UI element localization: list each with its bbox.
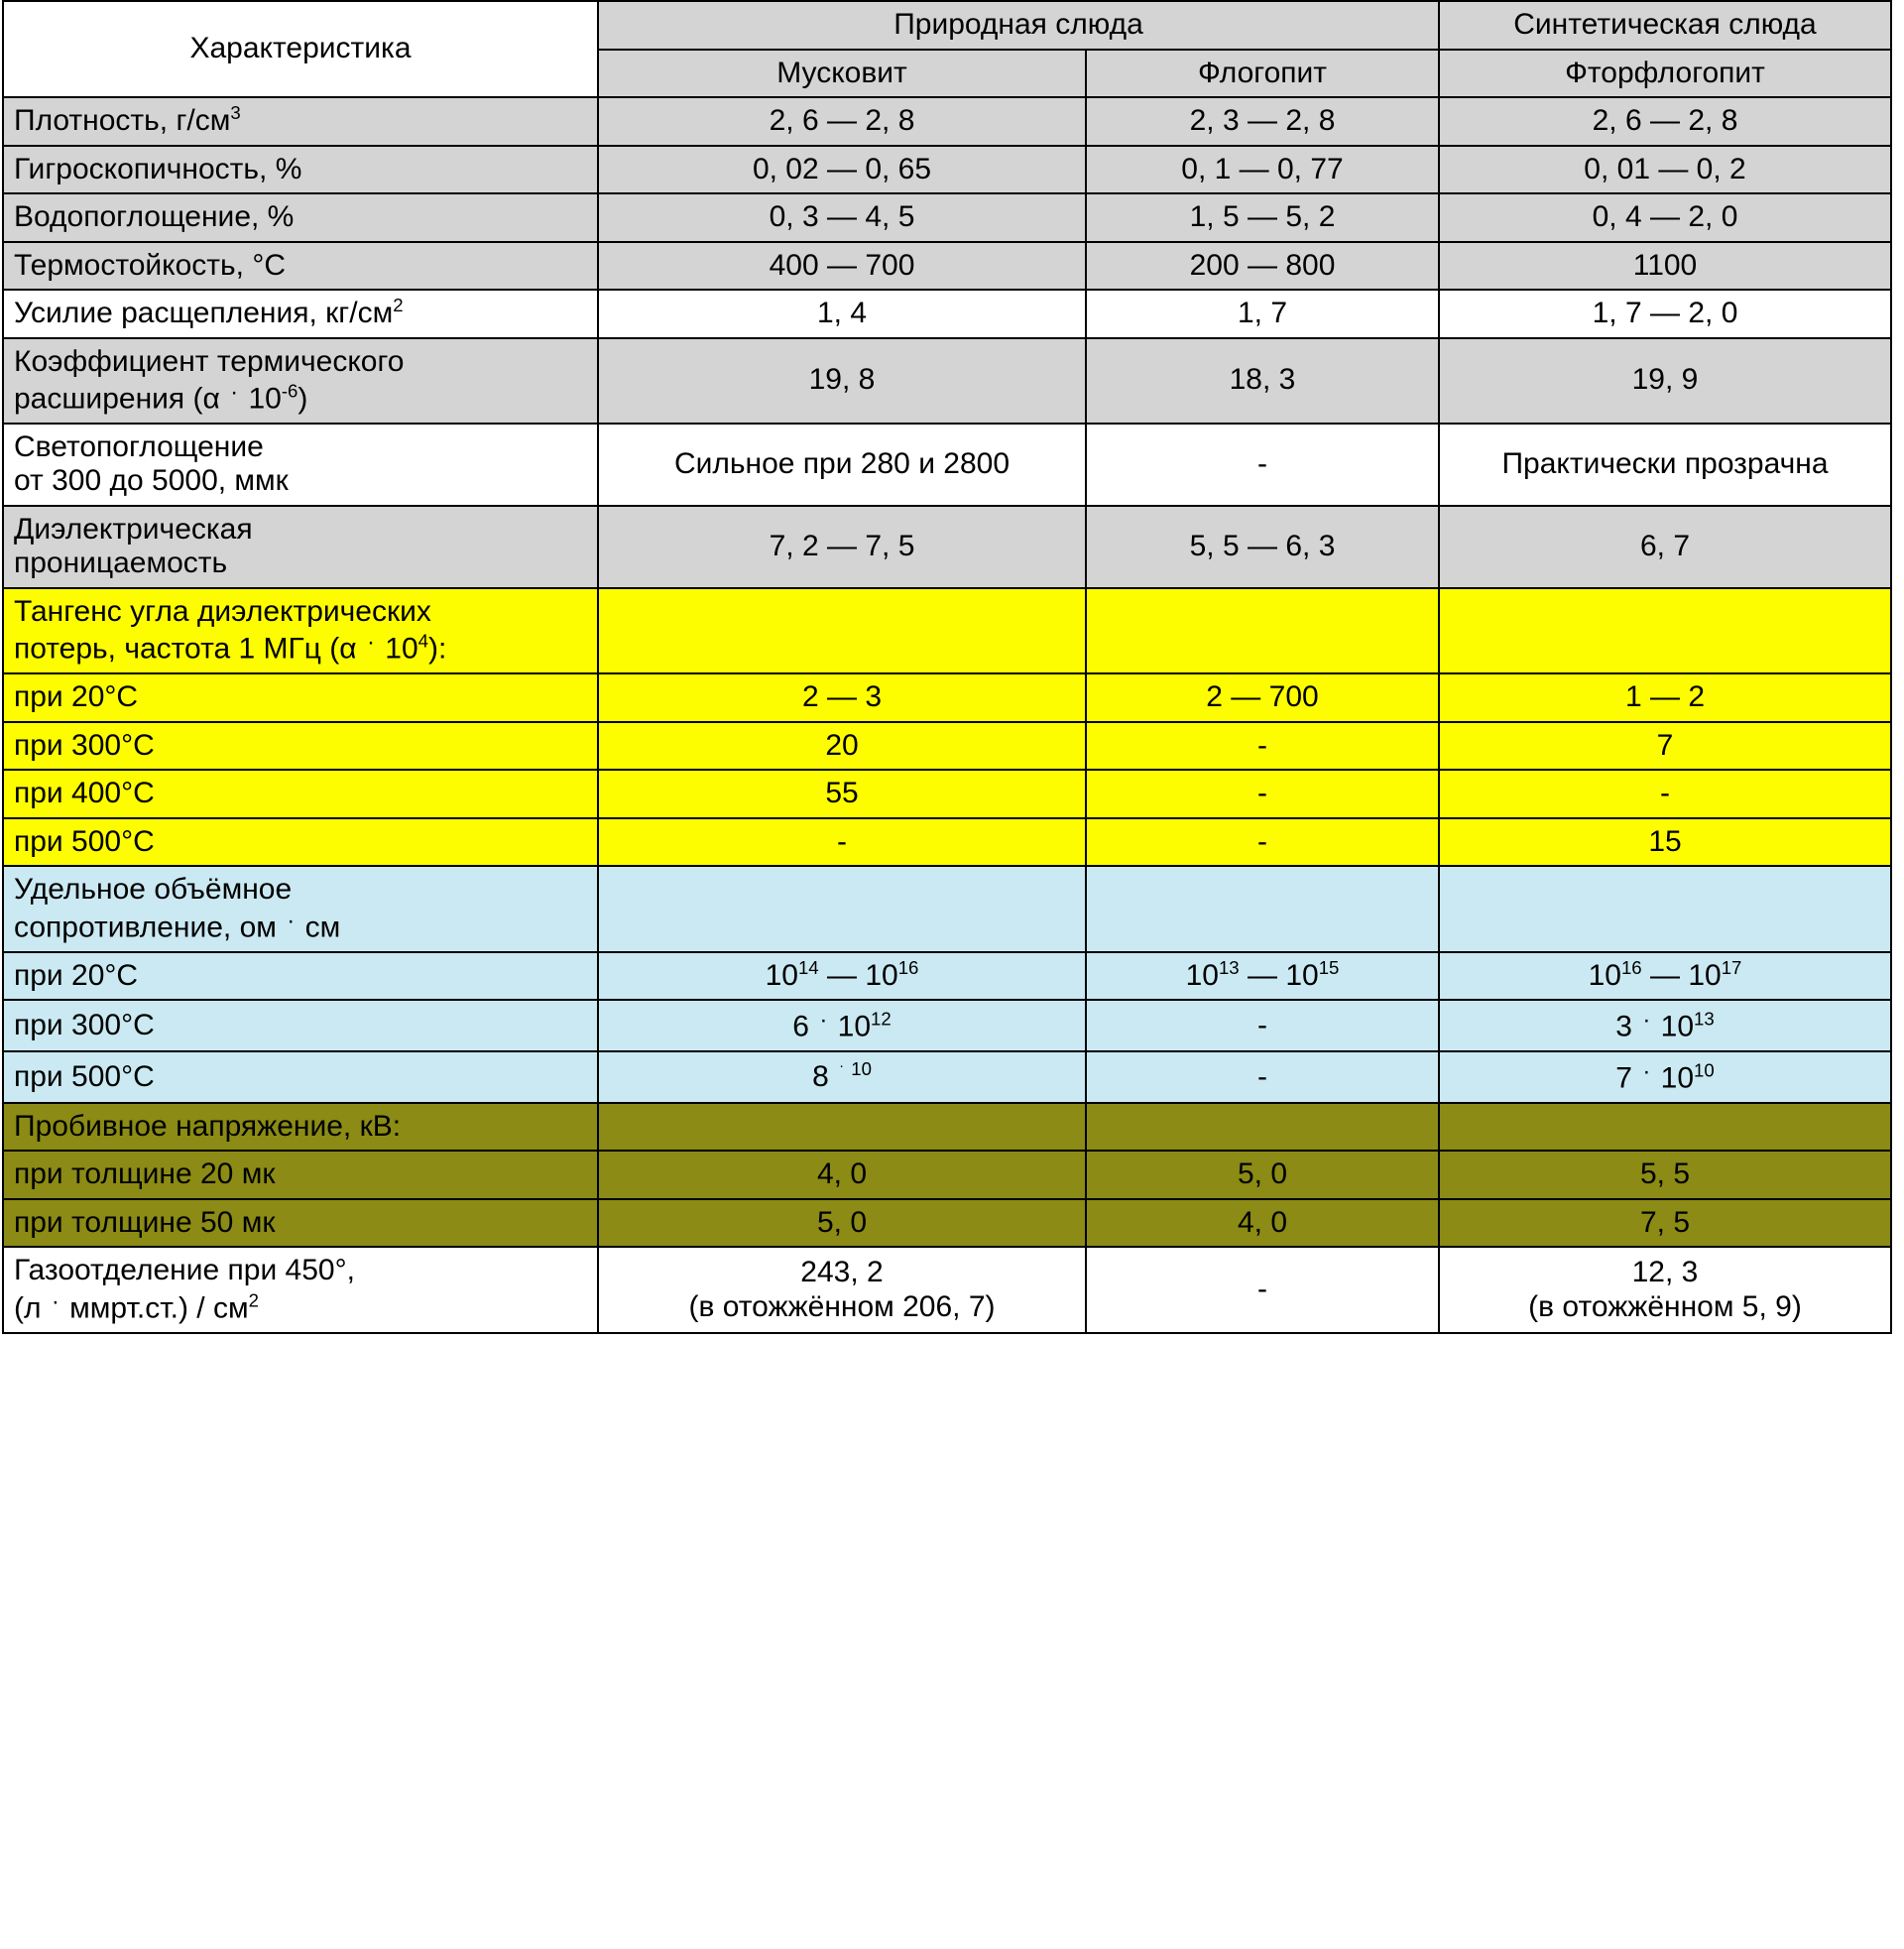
cell-phlogopite: - [1086, 1247, 1439, 1332]
table-row [3, 290, 1891, 338]
cell-fluorophlogopite: Практически прозрачна [1439, 424, 1891, 506]
header-col-fluorophlogopite: Фторфлогопит [1439, 50, 1891, 98]
cell-fluorophlogopite: $10^{16}$ — $10^{17}$ [1439, 952, 1891, 1001]
cell-fluorophlogopite: 0, 4 — 2, 0 [1439, 193, 1891, 242]
row-label: Удельное объёмное сопротивление, ом · см [3, 866, 598, 951]
cell-fluorophlogopite [1439, 588, 1891, 673]
table-row [3, 338, 1891, 424]
cell-muscovite: - [598, 818, 1086, 867]
cell-muscovite: 1, 4 [598, 290, 1086, 338]
row-label: Диэлектрическая проницаемость [3, 506, 598, 588]
table-row [3, 1199, 1891, 1248]
table-body [3, 97, 1891, 1333]
cell-phlogopite: 4, 0 [1086, 1199, 1439, 1248]
cell-phlogopite: 5, 5 — 6, 3 [1086, 506, 1439, 588]
row-label: Светопоглощение от 300 до 5000, ммк [3, 424, 598, 506]
cell-muscovite [598, 588, 1086, 673]
row-label: при 20°C [3, 952, 598, 1001]
table-row [3, 146, 1891, 194]
cell-fluorophlogopite: 1100 [1439, 242, 1891, 291]
cell-fluorophlogopite: 6, 7 [1439, 506, 1891, 588]
cell-phlogopite [1086, 866, 1439, 951]
cell-phlogopite: 0, 1 — 0, 77 [1086, 146, 1439, 194]
cell-phlogopite: - [1086, 722, 1439, 771]
cell-fluorophlogopite: - [1439, 770, 1891, 818]
cell-phlogopite [1086, 1103, 1439, 1152]
mica-properties-table [2, 0, 1892, 1334]
row-label: при толщине 20 мк [3, 1151, 598, 1199]
row-label: при 20°C [3, 673, 598, 722]
cell-fluorophlogopite: 0, 01 — 0, 2 [1439, 146, 1891, 194]
row-label: Термостойкость, °C [3, 242, 598, 291]
cell-fluorophlogopite [1439, 1103, 1891, 1152]
table-row [3, 818, 1891, 867]
table-row [3, 770, 1891, 818]
header-col-phlogopite: Флогопит [1086, 50, 1439, 98]
table-row [3, 424, 1891, 506]
cell-muscovite: 0, 3 — 4, 5 [598, 193, 1086, 242]
table-row [3, 97, 1891, 146]
cell-fluorophlogopite: 3 · $10^{13}$ [1439, 1000, 1891, 1051]
table-row [3, 673, 1891, 722]
cell-muscovite: 0, 02 — 0, 65 [598, 146, 1086, 194]
cell-muscovite: 243, 2 (в отожжённом 206, 7) [598, 1247, 1086, 1332]
row-label: Тангенс угла диэлектрических потерь, частота 1 МГц (α · $10^4$): [3, 588, 598, 673]
cell-fluorophlogopite: 12, 3 (в отожжённом 5, 9) [1439, 1247, 1891, 1332]
cell-phlogopite: - [1086, 1051, 1439, 1103]
cell-phlogopite: - [1086, 424, 1439, 506]
cell-muscovite [598, 1103, 1086, 1152]
row-label: Пробивное напряжение, кВ: [3, 1103, 598, 1152]
table-row [3, 506, 1891, 588]
table-row [3, 1247, 1891, 1332]
cell-muscovite: 400 — 700 [598, 242, 1086, 291]
cell-muscovite: 7, 2 — 7, 5 [598, 506, 1086, 588]
header-col-muscovite: Мусковит [598, 50, 1086, 98]
row-label: Коэффициент термического расширения (α · $10^{-6}$) [3, 338, 598, 424]
cell-muscovite: 20 [598, 722, 1086, 771]
cell-fluorophlogopite: 7, 5 [1439, 1199, 1891, 1248]
cell-muscovite: 6 · $10^{12}$ [598, 1000, 1086, 1051]
row-label: при 300°C [3, 1000, 598, 1051]
cell-fluorophlogopite: 2, 6 — 2, 8 [1439, 97, 1891, 146]
cell-phlogopite: 1, 5 — 5, 2 [1086, 193, 1439, 242]
cell-phlogopite: 200 — 800 [1086, 242, 1439, 291]
table-row [3, 952, 1891, 1001]
cell-muscovite: 8 $^{^\cdot 10}$ [598, 1051, 1086, 1103]
cell-fluorophlogopite: 5, 5 [1439, 1151, 1891, 1199]
table-row [3, 866, 1891, 951]
table-row [3, 588, 1891, 673]
table-row [3, 193, 1891, 242]
cell-fluorophlogopite: 7 · $10^{10}$ [1439, 1051, 1891, 1103]
cell-phlogopite [1086, 588, 1439, 673]
cell-muscovite: $10^{14}$ — $10^{16}$ [598, 952, 1086, 1001]
table-row [3, 1051, 1891, 1103]
table-header [3, 1, 1891, 97]
cell-muscovite: 55 [598, 770, 1086, 818]
cell-muscovite: 4, 0 [598, 1151, 1086, 1199]
row-label: при 500°C [3, 1051, 598, 1103]
header-characteristic: Характеристика [3, 1, 598, 97]
row-label: Газоотделение при 450°, (л · ммрт.ст.) / $см^2$ [3, 1247, 598, 1332]
cell-phlogopite: 5, 0 [1086, 1151, 1439, 1199]
row-label: при 300°C [3, 722, 598, 771]
cell-phlogopite: 1, 7 [1086, 290, 1439, 338]
table-header-row-groups [3, 1, 1891, 50]
cell-fluorophlogopite: 1, 7 — 2, 0 [1439, 290, 1891, 338]
cell-fluorophlogopite: 7 [1439, 722, 1891, 771]
cell-muscovite: 19, 8 [598, 338, 1086, 424]
cell-muscovite: 2, 6 — 2, 8 [598, 97, 1086, 146]
cell-phlogopite: 18, 3 [1086, 338, 1439, 424]
cell-phlogopite: $10^{13}$ — $10^{15}$ [1086, 952, 1439, 1001]
row-label: Усилие расщепления, $кг/см^2$ [3, 290, 598, 338]
row-label: при 500°C [3, 818, 598, 867]
row-label: Водопоглощение, % [3, 193, 598, 242]
cell-phlogopite: - [1086, 818, 1439, 867]
cell-muscovite: 2 — 3 [598, 673, 1086, 722]
cell-muscovite [598, 866, 1086, 951]
cell-muscovite: 5, 0 [598, 1199, 1086, 1248]
cell-fluorophlogopite: 19, 9 [1439, 338, 1891, 424]
row-label: Плотность, $г/см^3$ [3, 97, 598, 146]
cell-phlogopite: 2 — 700 [1086, 673, 1439, 722]
cell-phlogopite: - [1086, 770, 1439, 818]
cell-fluorophlogopite [1439, 866, 1891, 951]
row-label: при толщине 50 мк [3, 1199, 598, 1248]
cell-muscovite: Сильное при 280 и 2800 [598, 424, 1086, 506]
table-row [3, 1151, 1891, 1199]
cell-fluorophlogopite: 15 [1439, 818, 1891, 867]
table-row [3, 722, 1891, 771]
table-row [3, 1000, 1891, 1051]
cell-fluorophlogopite: 1 — 2 [1439, 673, 1891, 722]
row-label: Гигроскопичность, % [3, 146, 598, 194]
cell-phlogopite: 2, 3 — 2, 8 [1086, 97, 1439, 146]
header-natural-group: Природная слюда [598, 1, 1439, 50]
header-synthetic-group: Синтетическая слюда [1439, 1, 1891, 50]
table-row [3, 1103, 1891, 1152]
cell-phlogopite: - [1086, 1000, 1439, 1051]
table-row [3, 242, 1891, 291]
row-label: при 400°C [3, 770, 598, 818]
